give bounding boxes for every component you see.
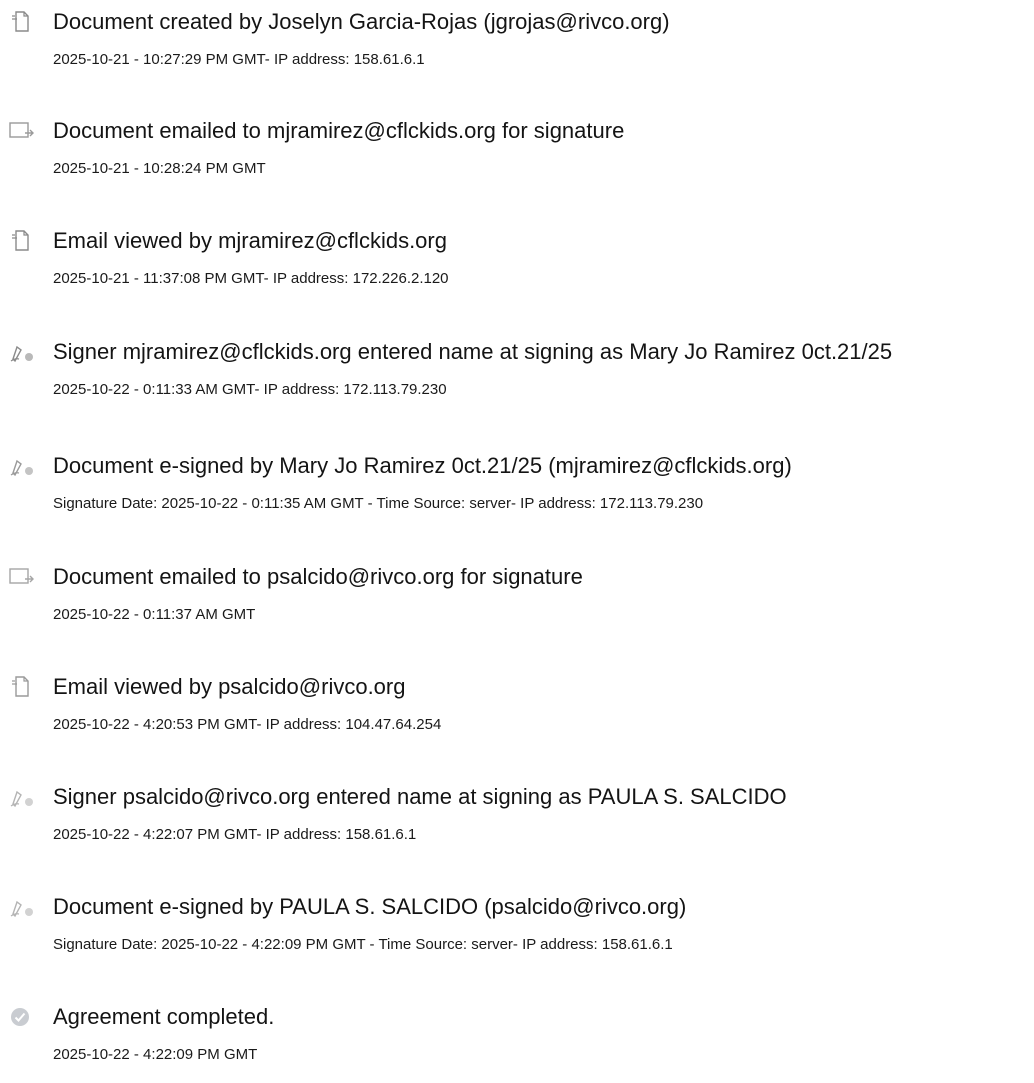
e-signed-pen-icon	[8, 454, 36, 478]
signer-pen-icon	[8, 340, 36, 364]
history-event-timestamp: 2025-10-21 - 10:28:24 PM GMT	[53, 160, 266, 177]
history-event-e-signed	[0, 452, 1034, 532]
history-event-timestamp: 2025-10-22 - 0:11:37 AM GMT	[53, 606, 256, 623]
history-event-timestamp: 2025-10-21 - 10:27:29 PM GMT- IP address: 158.61.6.1	[53, 51, 425, 68]
history-event-title: Document e-signed by Mary Jo Ramirez 0ct.21/25 (mjramirez@cflckids.org)	[53, 453, 792, 478]
history-event-title: Email viewed by psalcido@rivco.org	[53, 674, 406, 699]
history-event-title: Document created by Joselyn Garcia-Rojas (jgrojas@rivco.org)	[53, 9, 670, 34]
signer-pen-icon	[8, 785, 36, 809]
history-event-e-signed	[0, 893, 1034, 973]
history-event-emailed	[0, 563, 1034, 643]
history-event-timestamp: 2025-10-21 - 11:37:08 PM GMT- IP address: 172.226.2.120	[53, 270, 449, 287]
history-event-title: Signer mjramirez@cflckids.org entered name at signing as Mary Jo Ramirez 0ct.21/25	[53, 339, 893, 364]
document-created-icon	[8, 10, 36, 34]
history-event-email-viewed	[0, 673, 1034, 753]
agreement-completed-icon	[8, 1005, 36, 1029]
e-signed-pen-icon	[8, 895, 36, 919]
history-event-title: Document emailed to psalcido@rivco.org for signature	[53, 564, 583, 589]
email-sent-icon	[8, 119, 36, 143]
history-event-title: Signer psalcido@rivco.org entered name at signing as PAULA S. SALCIDO	[53, 784, 787, 809]
history-event-title: Agreement completed.	[53, 1004, 275, 1029]
history-event-timestamp: Signature Date: 2025-10-22 - 0:11:35 AM GMT - Time Source: server- IP address: 172.113.79.230	[53, 495, 704, 512]
history-event-emailed	[0, 117, 1034, 197]
email-sent-icon	[8, 565, 36, 589]
history-event-timestamp: Signature Date: 2025-10-22 - 4:22:09 PM GMT - Time Source: server- IP address: 158.61.6.1	[53, 936, 673, 953]
history-event-timestamp: 2025-10-22 - 0:11:33 AM GMT- IP address: 172.113.79.230	[53, 381, 447, 398]
history-event-timestamp: 2025-10-22 - 4:22:09 PM GMT	[53, 1046, 258, 1063]
history-event-title: Document e-signed by PAULA S. SALCIDO (psalcido@rivco.org)	[53, 894, 687, 919]
history-event-document-created	[0, 8, 1034, 88]
history-event-signer-name-entered	[0, 783, 1034, 863]
history-event-signer-name-entered	[0, 338, 1034, 418]
history-event-email-viewed	[0, 227, 1034, 307]
history-event-title: Email viewed by mjramirez@cflckids.org	[53, 228, 447, 253]
history-event-title: Document emailed to mjramirez@cflckids.org for signature	[53, 118, 625, 143]
history-event-timestamp: 2025-10-22 - 4:22:07 PM GMT- IP address: 158.61.6.1	[53, 826, 417, 843]
history-event-timestamp: 2025-10-22 - 4:20:53 PM GMT- IP address: 104.47.64.254	[53, 716, 442, 733]
email-viewed-icon	[8, 229, 36, 253]
history-event-agreement-completed	[0, 1003, 1034, 1083]
email-viewed-icon	[8, 675, 36, 699]
